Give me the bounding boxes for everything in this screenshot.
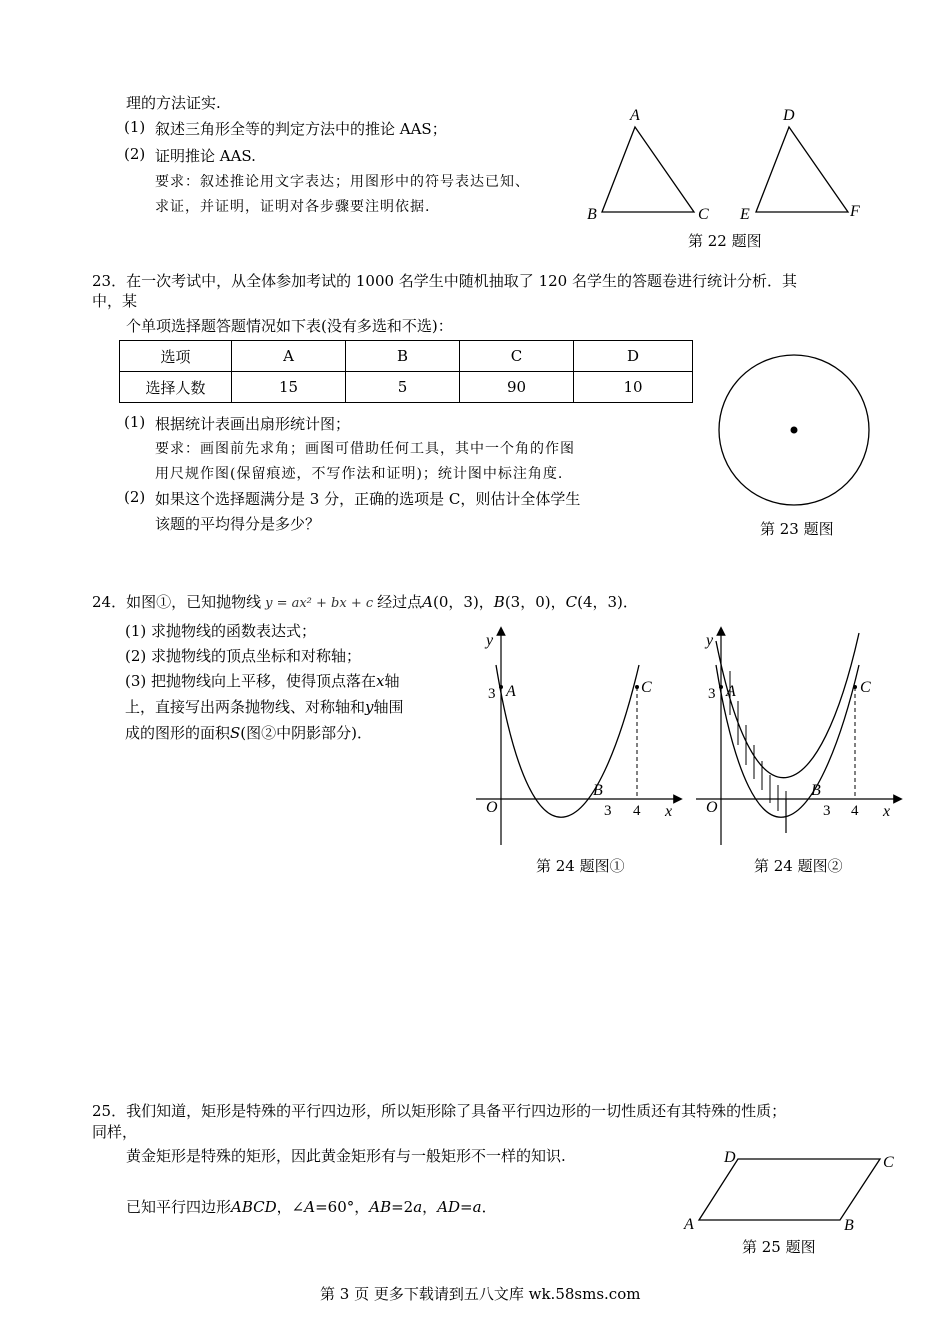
q23-stem-line1: 23．在一次考试中，从全体参加考试的 1000 名学生中随机抽取了 120 名学生的答题卷进行统计分析．其 <box>92 272 797 290</box>
var-a-lower: a <box>413 1198 423 1216</box>
label-b: B <box>593 782 603 799</box>
point-a: A <box>422 593 433 611</box>
q24-figure-1 <box>474 625 684 850</box>
q24-figure-2 <box>694 625 904 850</box>
label-a: A <box>726 683 736 700</box>
text: =60°， <box>315 1198 370 1216</box>
text: = <box>460 1198 473 1216</box>
label-D: D <box>724 1149 736 1166</box>
triangle-abc <box>602 127 694 212</box>
q24-figure-1-caption: 第 24 题图① <box>536 857 625 875</box>
var-x: x <box>376 672 385 690</box>
point-a-coord: (0，3)， <box>433 593 494 611</box>
q23-circle-figure <box>716 353 872 509</box>
q25-stem-line1: 25．我们知道，矩形是特殊的平行四边形，所以矩形除了具备平行四边形的一切性质还有其特殊的性质； <box>92 1102 787 1120</box>
q24-item1: (1) 求抛物线的函数表达式； <box>125 622 317 640</box>
label-E: E <box>740 206 750 223</box>
q24-item3-line2 <box>125 696 404 717</box>
table-cell: 选择人数 <box>120 372 232 403</box>
var-ad: AD <box>437 1198 461 1216</box>
tick-4-x: 4 <box>851 803 859 819</box>
point-a-dot <box>499 685 503 689</box>
var-s: S <box>230 724 241 742</box>
q22-triangles-figure <box>580 100 870 230</box>
var-a: A <box>304 1198 316 1216</box>
point-c-coord: (4，3)． <box>577 593 638 611</box>
q22-figure-caption: 第 22 题图 <box>688 232 762 250</box>
label-B: B <box>844 1217 854 1234</box>
point-c-dot <box>853 685 857 689</box>
label-D: D <box>783 107 795 124</box>
point-c: C <box>565 593 578 611</box>
q23-requirement-1: 要求：画图前先求角；画图可借助任何工具，其中一个角的作图 <box>155 441 575 457</box>
q23-item2: 如果这个选择题满分是 3 分，正确的选项是 C，则估计全体学生 <box>155 490 581 508</box>
text: =2 <box>391 1198 414 1216</box>
label-B: B <box>587 206 597 223</box>
q22-item2-num: (2) <box>124 145 146 163</box>
table-cell: 10 <box>574 372 693 403</box>
tick-3-x: 3 <box>823 803 831 819</box>
label-c: C <box>860 679 871 696</box>
q24-stem-text: 24．如图①，已知抛物线 <box>92 593 262 611</box>
q23-item1: 根据统计表画出扇形统计图； <box>155 415 351 433</box>
table-cell: 15 <box>232 372 346 403</box>
q22-item2: 证明推论 AAS. <box>155 147 256 165</box>
text: 成的图形的面积 <box>125 724 231 742</box>
table-cell: 90 <box>460 372 574 403</box>
text: 已知平行四边形 <box>126 1198 232 1216</box>
text: (图②中阴影部分)． <box>240 724 373 742</box>
table-row <box>120 372 693 403</box>
q24-figure-2-caption: 第 24 题图② <box>754 857 843 875</box>
q24-item2: (2) 求抛物线的顶点坐标和对称轴； <box>125 647 362 665</box>
var-y: y <box>365 698 374 716</box>
x-label: x <box>883 803 891 820</box>
point-b-coord: (3，0)， <box>504 593 566 611</box>
parabola-original <box>716 665 859 817</box>
origin-label: O <box>706 799 718 816</box>
q24-item3-line3 <box>125 722 372 743</box>
label-C: C <box>698 206 709 223</box>
table-cell: D <box>574 341 693 372</box>
q23-stat-table <box>119 340 693 403</box>
text: ，∠ <box>276 1198 305 1216</box>
q22-item1-num: (1) <box>124 118 146 136</box>
text: 轴 <box>384 672 400 690</box>
label-a: A <box>506 683 516 700</box>
q23-item1-num: (1) <box>124 413 146 431</box>
origin-label: O <box>486 799 498 816</box>
text: ． <box>481 1198 497 1216</box>
q23-stem-line3: 个单项选择题答题情况如下表(没有多选和不选)： <box>126 317 453 335</box>
tick-4-x: 4 <box>633 803 641 819</box>
label-C: C <box>883 1154 894 1171</box>
q24-formula: y = ax² + bx + c <box>265 596 374 611</box>
var-ab: AB <box>369 1198 392 1216</box>
label-A: A <box>630 107 640 124</box>
parabola <box>496 665 639 817</box>
parabola-shifted <box>716 633 859 778</box>
table-header-row <box>120 341 693 372</box>
q23-figure-caption: 第 23 题图 <box>760 520 834 538</box>
q24-stem <box>92 591 638 612</box>
label-b: B <box>811 782 821 799</box>
text: 上，直接写出两条抛物线、对称轴和 <box>125 698 366 716</box>
label-A: A <box>684 1216 694 1233</box>
label-F: F <box>850 203 860 220</box>
q22-requirement-1: 要求：叙述推论用文字表达；用图形中的符号表达已知、 <box>155 174 530 190</box>
tick-3-y: 3 <box>488 686 496 702</box>
circle-center-dot <box>791 427 798 434</box>
y-label: y <box>706 632 714 649</box>
q23-item2b: 该题的平均得分是多少？ <box>155 515 321 533</box>
q22-requirement-2: 求证，并证明，证明对各步骤要注明依据. <box>155 199 431 215</box>
y-label: y <box>486 632 494 649</box>
q25-parallelogram-figure <box>680 1145 900 1240</box>
table-cell: B <box>346 341 460 372</box>
text: 轴围 <box>373 698 404 716</box>
tick-3-y: 3 <box>708 686 716 702</box>
q23-item2-num: (2) <box>124 488 146 506</box>
point-b: B <box>493 593 505 611</box>
q23-stem-line2: 中，某 <box>92 292 138 310</box>
text: ， <box>422 1198 438 1216</box>
x-label: x <box>665 803 673 820</box>
table-cell: C <box>460 341 574 372</box>
table-cell: 5 <box>346 372 460 403</box>
q22-intro: 理的方法证实. <box>126 94 221 112</box>
var-abcd: ABCD <box>231 1198 277 1216</box>
q24-item3-line1 <box>125 670 400 691</box>
table-cell: A <box>232 341 346 372</box>
q25-figure-caption: 第 25 题图 <box>742 1238 816 1256</box>
var-a-lower: a <box>472 1198 482 1216</box>
point-a-dot <box>719 685 723 689</box>
q23-requirement-2: 用尺规作图(保留痕迹，不写作法和证明)；统计图中标注角度. <box>155 466 564 482</box>
tick-3-x: 3 <box>604 803 612 819</box>
q25-stem-line2: 同样， <box>92 1123 138 1141</box>
q22-item1: 叙述三角形全等的判定方法中的推论 AAS； <box>155 120 447 138</box>
q24-stem-text-2: 经过点 <box>377 593 423 611</box>
point-c-dot <box>635 685 639 689</box>
triangle-def <box>756 127 848 212</box>
label-c: C <box>641 679 652 696</box>
q25-stem-line3: 黄金矩形是特殊的矩形，因此黄金矩形有与一般矩形不一样的知识. <box>126 1147 566 1165</box>
page-footer: 第 3 页 更多下载请到五八文库 wk.58sms.com <box>320 1285 641 1303</box>
table-cell: 选项 <box>120 341 232 372</box>
q25-given <box>126 1196 497 1217</box>
parallelogram-abcd <box>699 1159 880 1220</box>
text: (3) 把抛物线向上平移，使得顶点落在 <box>125 672 377 690</box>
